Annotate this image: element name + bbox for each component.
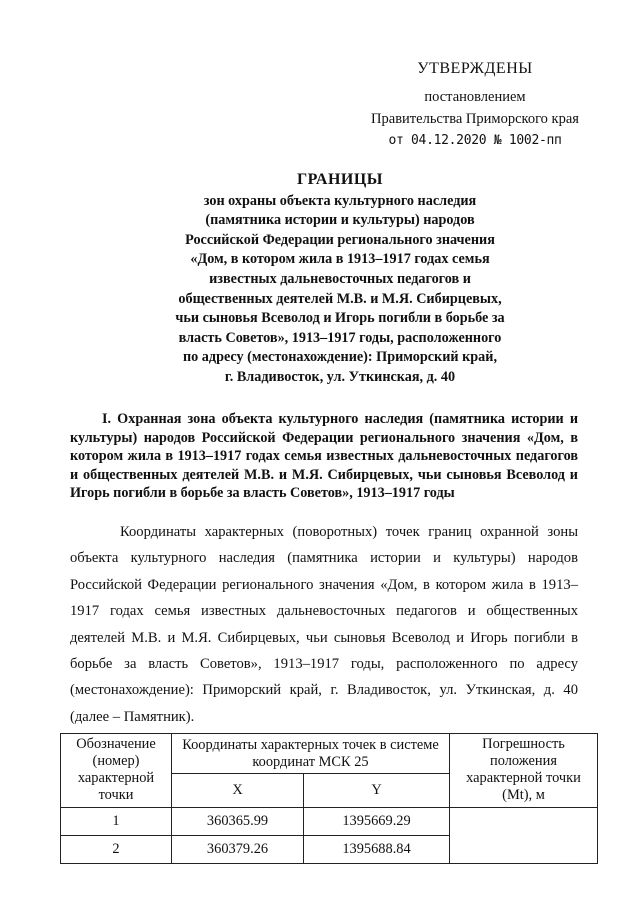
approval-heading: УТВЕРЖДЕНЫ <box>417 60 533 77</box>
title-line: общественных деятелей М.В. и М.Я. Сибирцевых, <box>178 290 502 307</box>
title-line: чьи сыновья Всеволод и Игорь погибли в борьбе за <box>175 310 505 327</box>
approval-line-1: постановлением <box>424 89 526 105</box>
title-line: по адресу (местонахождение): Приморский край, <box>182 349 497 366</box>
title-line: «Дом, в котором жила в 1913–1917 годах семья <box>190 251 490 268</box>
header-x: X <box>172 774 304 808</box>
header-y: Y <box>304 774 450 808</box>
title-line: зон охраны объекта культурного наследия <box>203 192 477 209</box>
title-line: Российской Федерации регионального значения <box>185 231 495 248</box>
cell-point-id: 2 <box>61 836 172 864</box>
title-main: ГРАНИЦЫ <box>296 171 383 188</box>
coordinates-table <box>60 733 598 864</box>
cell-x: 360379.26 <box>172 836 304 864</box>
table-row <box>61 808 598 836</box>
approval-line-2: Правительства Приморского края <box>371 111 579 127</box>
cell-x: 360365.99 <box>172 808 304 836</box>
title-line: известных дальневосточных педагогов и <box>209 270 471 287</box>
document-title <box>140 170 540 388</box>
header-error: Погрешность положения характерной точки (Mt), м <box>450 734 598 808</box>
section-heading: I. Охранная зона объекта культурного наследия (памятника истории и культуры) народов Российской Федерации регионального значения «Дом, в котором жила в 1913–1917 годах семья известных дальневосточных педагогов и общественных деятелей М.В. и М.Я. Сибирцевых, чьи сыновья Всеволод и Игорь погибли в борьбе за власть Советов», 1913–1917 годы <box>70 411 578 502</box>
title-line: власть Советов», 1913–1917 годы, расположенного <box>178 329 502 346</box>
cell-y: 1395688.84 <box>304 836 450 864</box>
body-paragraph: Координаты характерных (поворотных) точек границ охранной зоны объекта культурного наследия (памятника истории и культуры) народов Российской Федерации регионального значения «Дом, в котором жила в 1913–1917 годах семья известных дальневосточных педагогов и общественных деятелей М.В. и М.Я. Сибирцевых, чьи сыновья Всеволод и Игорь погибли в борьбе за власть Советов», 1913–1917 годы, расположенного по адресу (местонахождение): Приморский край, г. Владивосток, ул. Уткинская, д. 40 (далее – Памятник). <box>70 524 578 725</box>
header-coordinates: Координаты характерных точек в системе координат МСК 25 <box>172 734 450 774</box>
cell-point-id: 1 <box>61 808 172 836</box>
cell-y: 1395669.29 <box>304 808 450 836</box>
title-line: (памятника истории и культуры) народов <box>205 212 475 229</box>
approval-block <box>360 58 590 152</box>
cell-error <box>450 808 598 864</box>
approval-date: от 04.12.2020 № 1002-пп <box>388 133 562 148</box>
title-line: г. Владивосток, ул. Уткинская, д. 40 <box>224 368 456 385</box>
header-point-id: Обозначение (номер) характерной точки <box>61 734 172 808</box>
